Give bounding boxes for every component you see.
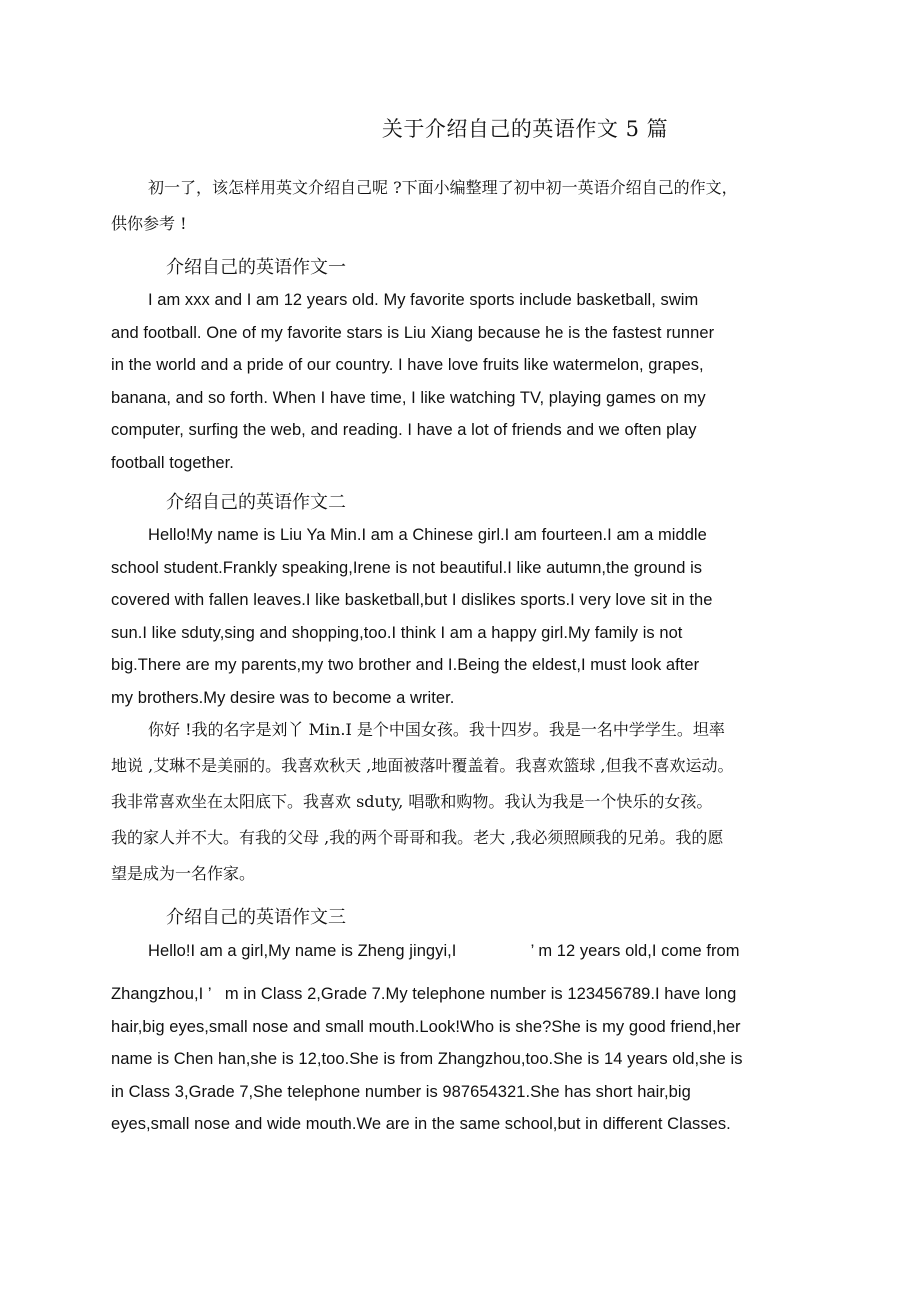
intro-paragraph (111, 170, 811, 242)
essay1-paragraph (111, 284, 811, 480)
essay3-line: eyes,small nose and wide mouth.We are in the same school,but in different Classes. (111, 1115, 731, 1134)
essay3-heading: 介绍自己的英语作文三 (166, 907, 346, 928)
document-title: 关于介绍自己的英语作文 5 篇 (381, 117, 669, 141)
translation-line: 地说 ,艾琳不是美丽的。我喜欢秋天 ,地面被落叶覆盖着。我喜欢篮球 ,但我不喜欢运动。 (111, 756, 734, 775)
essay2-line: school student.Frankly speaking,Irene is not beautiful.I like autumn,the ground is (111, 558, 703, 577)
essay2-line: my brothers.My desire was to become a writer. (111, 688, 455, 707)
essay2-translation (111, 712, 831, 892)
translation-line: 我的家人并不大。有我的父母 ,我的两个哥哥和我。老大 ,我必须照顾我的兄弟。我的愿 (111, 828, 724, 847)
essay1-line: I am xxx and I am 12 years old. My favorite sports include basketball, swim (148, 291, 699, 309)
essay2-line: sun.I like sduty,sing and shopping,too.I think I am a happy girl.My family is not (111, 623, 683, 642)
essay1-line: football together. (111, 453, 234, 472)
essay3-line: hair,big eyes,small nose and small mouth.Look!Who is she?She is my good friend,her (111, 1017, 741, 1036)
essay1-line: computer, surfing the web, and reading. I have a lot of friends and we often play (111, 421, 697, 440)
intro-line: 初一了，该怎样用英文介绍自己呢 ?下面小编整理了初中初一英语介绍自己的作文， (148, 178, 738, 197)
essay3-paragraph (111, 978, 811, 1141)
essay1-line: in the world and a pride of our country. I have love fruits like watermelon, grapes, (111, 356, 704, 375)
essay3-line: Hello!I am a girl,My name is Zheng jingyi,I ’ m 12 years old,I come from (148, 942, 740, 960)
essay3-line: name is Chen han,she is 12,too.She is from Zhangzhou,too.She is 14 years old,she is (111, 1050, 743, 1069)
translation-line: 你好 !我的名字是刘丫 Min.I 是个中国女孩。我十四岁。我是一名中学学生。坦率 (148, 720, 725, 739)
essay2-heading: 介绍自己的英语作文二 (166, 492, 346, 513)
essay2-line: Hello!My name is Liu Ya Min.I am a Chinese girl.I am fourteen.I am a middle (148, 526, 707, 544)
translation-line: 望是成为一名作家。 (111, 864, 256, 883)
translation-line: 我非常喜欢坐在太阳底下。我喜欢 sduty, 唱歌和购物。我认为我是一个快乐的女孩。 (111, 792, 713, 811)
intro-line: 供你参考 ! (111, 214, 187, 233)
essay3-line: Zhangzhou,I ’ m in Class 2,Grade 7.My telephone number is 123456789.I have long (111, 985, 737, 1003)
essay2-paragraph (111, 519, 811, 715)
essay3-first-line (111, 935, 811, 968)
essay1-heading: 介绍自己的英语作文一 (166, 257, 346, 278)
essay1-line: and football. One of my favorite stars is Liu Xiang because he is the fastest runner (111, 323, 715, 342)
essay3-line: in Class 3,Grade 7,She telephone number is 987654321.She has short hair,big (111, 1082, 691, 1101)
essay1-line: banana, and so forth. When I have time, I like watching TV, playing games on my (111, 388, 706, 407)
essay2-line: big.There are my parents,my two brother and I.Being the eldest,I must look after (111, 656, 700, 675)
essay2-line: covered with fallen leaves.I like basketball,but I dislikes sports.I very love sit in the (111, 591, 713, 610)
